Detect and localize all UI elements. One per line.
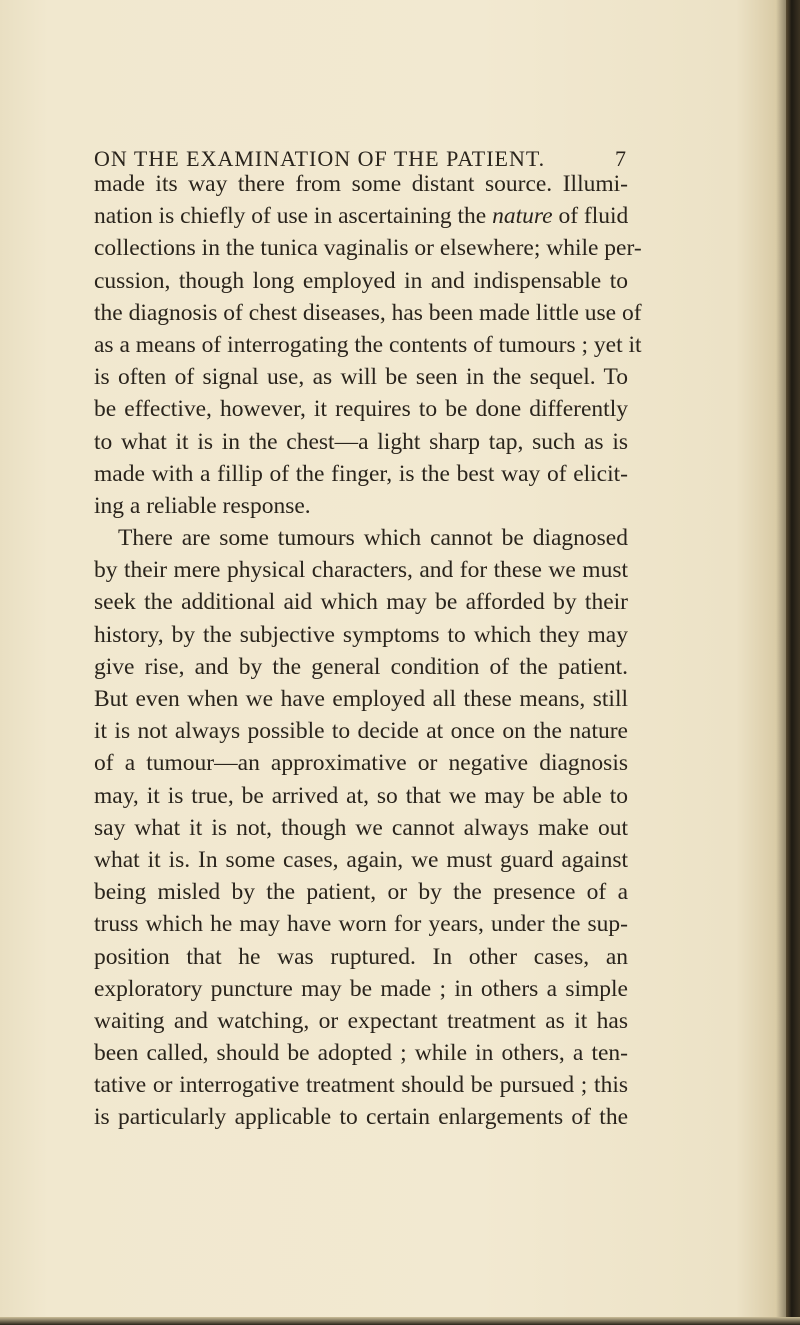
text-line-13: by their mere physical characters, and for these we must — [94, 557, 628, 584]
italic-word-nature: nature — [492, 203, 553, 230]
text-line-11: ing a reliable response. — [94, 492, 311, 519]
text-line-7: is often of signal use, as will be seen in the sequel. To — [94, 364, 628, 391]
text-line-17: But even when we have employed all these means, still — [94, 686, 628, 712]
text-line-2 — [94, 200, 628, 232]
text-line-15: history, by the subjective symptoms to which they may — [94, 621, 628, 648]
text-line-26: exploratory puncture may be made ; in others a simple — [94, 975, 628, 1002]
text-line-29: tative or interrogative treatment should be pursued ; this — [94, 1072, 628, 1099]
text-line-23: being misled by the patient, or by the presence of a — [94, 879, 628, 906]
text-line-20: may, it is true, be arrived at, so that we may be able to — [94, 782, 628, 809]
text-line-14: seek the additional aid which may be afforded by their — [94, 589, 628, 616]
text-line-24: truss which he may have worn for years, under the sup- — [94, 911, 628, 938]
text-line-3: collections in the tunica vaginalis or elsewhere; while per- — [94, 235, 642, 262]
text-line-4: cussion, though long employed in and indispensable to — [94, 267, 628, 294]
text-line-5: the diagnosis of chest diseases, has been made little use of — [94, 299, 642, 326]
text-line-10: made with a fillip of the finger, is the best way of elicit- — [94, 460, 628, 487]
page-edge-shadow — [786, 0, 800, 1325]
page-number: 7 — [615, 146, 626, 171]
text-line-12: There are some tumours which cannot be diagnosed — [118, 525, 628, 552]
text-line-8: be effective, however, it requires to be done differently — [94, 396, 628, 423]
page-bottom-edge — [0, 1317, 800, 1325]
text-line-16: give rise, and by the general condition of the patient. — [94, 653, 628, 680]
text-line-25: position that he was ruptured. In other cases, an — [94, 943, 628, 970]
running-head: ON THE EXAMINATION OF THE PATIENT. — [94, 146, 546, 171]
text-line-6: as a means of interrogating the contents of tumours ; yet it — [94, 331, 642, 358]
text-line-27: waiting and watching, or expectant treatment as it has — [94, 1007, 628, 1034]
text-line-22: what it is. In some cases, again, we must guard against — [94, 846, 628, 873]
text-line-2-start: nation is chiefly of use in ascertaining the — [94, 203, 487, 230]
text-line-18: it is not always possible to decide at once on the nature — [94, 718, 628, 745]
text-line-30: is particularly applicable to certain enlargements of the — [94, 1104, 628, 1131]
text-line-19: of a tumour—an approximative or negative diagnosis — [94, 750, 628, 777]
body-text — [94, 168, 642, 1134]
text-line-21: say what it is not, though we cannot always make out — [94, 814, 628, 841]
text-line-9: to what it is in the chest—a light sharp tap, such as is — [94, 428, 628, 455]
text-line-1: made its way there from some distant source. Illumi- — [94, 171, 628, 197]
text-line-2-end: of fluid — [558, 203, 629, 230]
text-line-28: been called, should be adopted ; while in others, a ten- — [94, 1040, 628, 1067]
